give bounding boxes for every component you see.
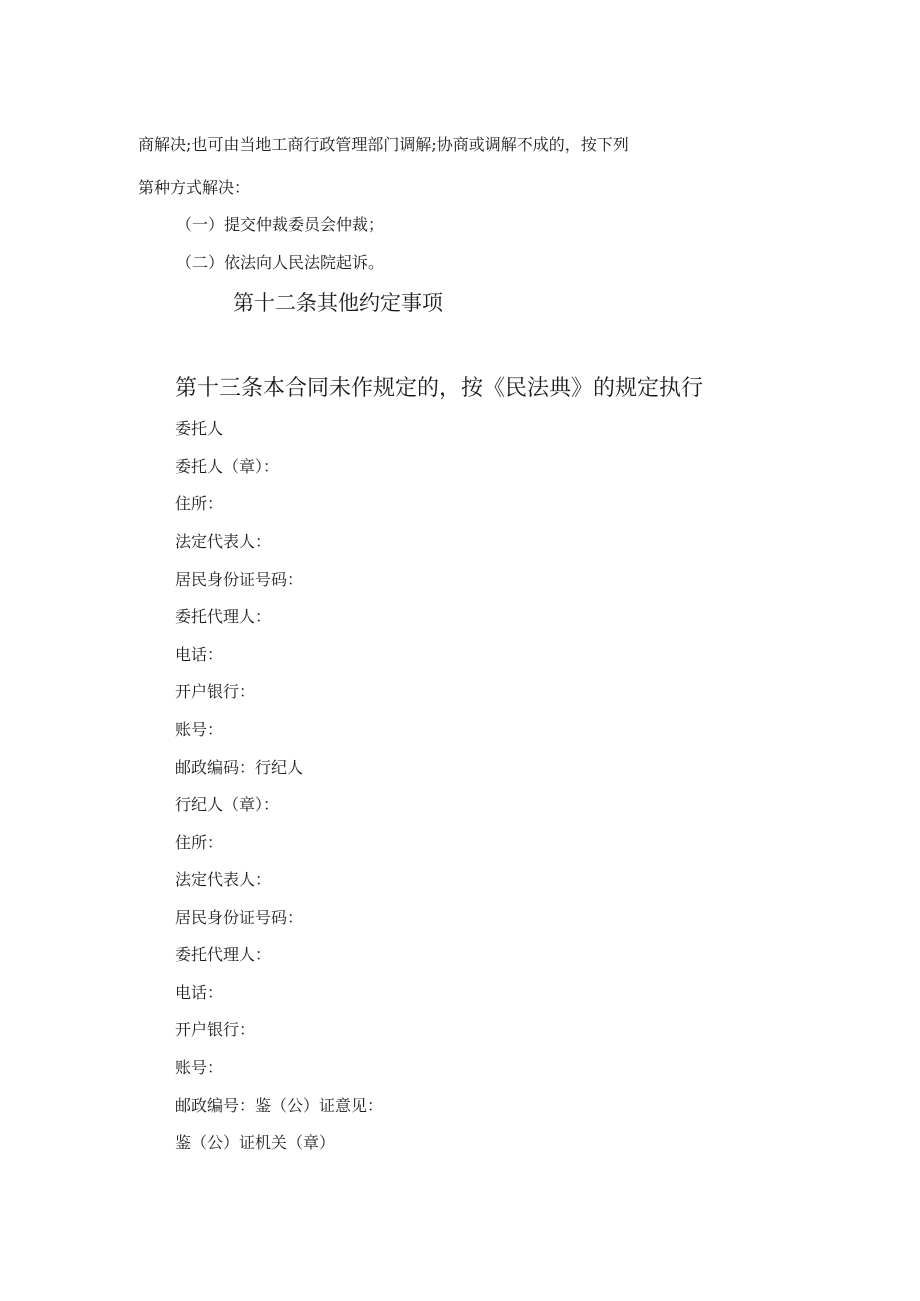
client-phone-field: 电话：	[175, 645, 224, 664]
client-bank-field: 开户银行：	[175, 682, 256, 701]
broker-postcode-field: 邮政编号：鉴（公）证意见：	[175, 1096, 384, 1115]
article-12-heading: 第十二条其他约定事项	[233, 291, 443, 315]
broker-phone-field: 电话：	[175, 983, 224, 1002]
broker-bank-field: 开户银行：	[175, 1020, 256, 1039]
client-address-field: 住所：	[175, 494, 224, 513]
notary-seal-field: 鉴（公）证机关（章）	[175, 1133, 336, 1152]
client-seal-field: 委托人（章）：	[175, 457, 280, 476]
broker-address-field: 住所：	[175, 833, 224, 852]
broker-account-field: 账号：	[175, 1058, 224, 1077]
client-postcode-field: 邮政编码：行纪人	[175, 758, 304, 777]
option-lawsuit: （二）依法向人民法院起诉。	[176, 253, 385, 272]
broker-id-number-field: 居民身份证号码：	[175, 908, 304, 927]
intro-line-2: 第种方式解决：	[138, 178, 251, 197]
client-agent-field: 委托代理人：	[175, 607, 272, 626]
client-title: 委托人	[175, 419, 224, 438]
option-arbitration: （一）提交仲裁委员会仲裁；	[176, 215, 385, 234]
client-id-number-field: 居民身份证号码：	[175, 570, 304, 589]
intro-line-1: 商解决;也可由当地工商行政管理部门调解;协商或调解不成的，按下列	[138, 135, 629, 154]
article-13-heading: 第十三条本合同未作规定的，按《民法典》的规定执行	[175, 376, 704, 401]
client-legal-rep-field: 法定代表人：	[175, 532, 272, 551]
broker-legal-rep-field: 法定代表人：	[175, 870, 272, 889]
broker-seal-field: 行纪人（章）：	[175, 795, 280, 814]
broker-agent-field: 委托代理人：	[175, 945, 272, 964]
client-account-field: 账号：	[175, 720, 224, 739]
